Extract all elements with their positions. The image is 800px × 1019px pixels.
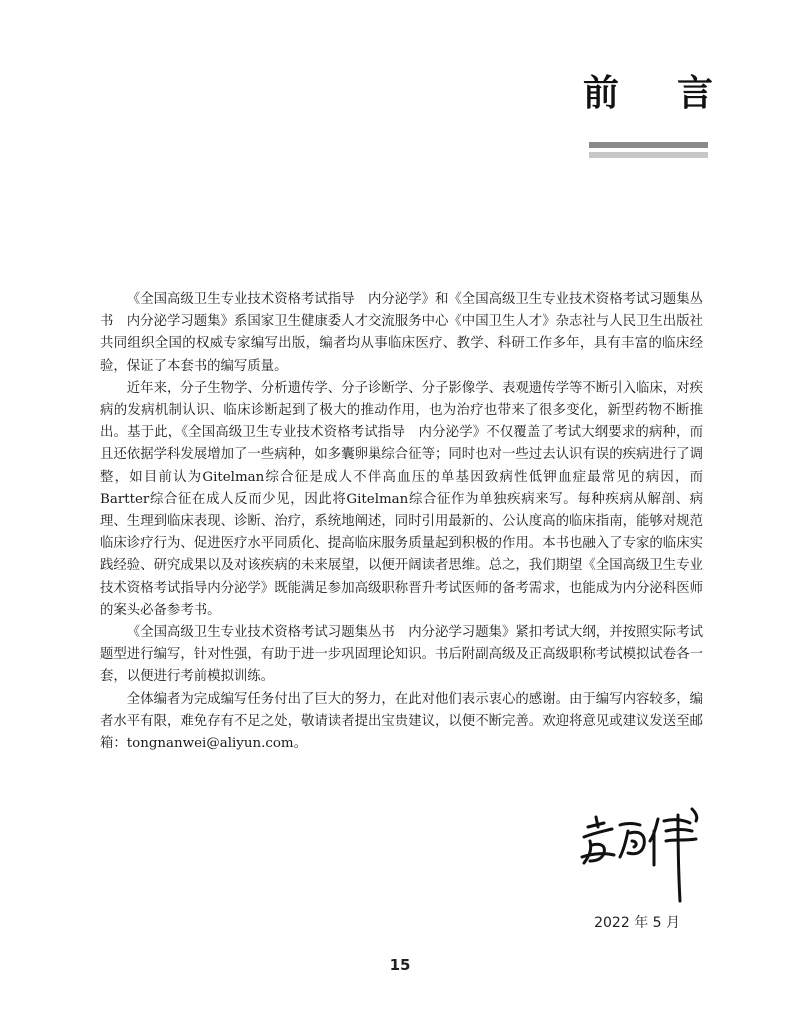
paragraph-4: 全体编者为完成编写任务付出了巨大的努力，在此对他们表示衷心的感谢。由于编写内容较多，编者水平有限，难免存有不足之处，敬请读者提出宝贵建议，以便不断完善。欢迎将意见或建议发送至邮箱：tongnanwei@aliyun.com。 xyxy=(100,691,703,752)
paragraph-1: 《全国高级卫生专业技术资格考试指导 内分泌学》和《全国高级卫生专业技术资格考试习题集丛书 内分泌学习题集》系国家卫生健康委人才交流服务中心《中国卫生人才》杂志社与人民卫生出版社共同组织全国的权威专家编写出版，编者均从事临床医疗、教学、科研工作多年，具有丰富的临床经验，保证了本套书的编写质量。 xyxy=(100,292,703,374)
page-title xyxy=(583,72,713,116)
paragraph-3: 《全国高级卫生专业技术资格考试习题集丛书 内分泌学习题集》紧扣考试大纲，并按照实际考试题型进行编写，针对性强，有助于进一步巩固理论知识。书后附副高级及正高级职称考试模拟试卷各一套，以便进行考前模拟训练。 xyxy=(100,625,703,685)
page-number: 15 xyxy=(389,956,411,974)
title-underline-rule xyxy=(589,142,708,158)
title-rule-light-bar xyxy=(589,152,708,158)
page-title-char-2: 言 xyxy=(676,73,713,114)
date-label: 2022 年 5 月 xyxy=(594,915,680,931)
title-rule-dark-bar xyxy=(589,142,708,148)
page-title-char-1: 前 xyxy=(583,73,620,114)
handwritten-signature xyxy=(574,805,714,905)
preface-body xyxy=(100,289,703,755)
paragraph-2: 近年来，分子生物学、分析遗传学、分子诊断学、分子影像学、表观遗传学等不断引入临床，对疾病的发病机制认识、临床诊断起到了极大的推动作用，也为治疗也带来了很多变化，新型药物不断推出。基于此，《全国高级卫生专业技术资格考试指导 内分泌学》不仅覆盖了考试大纲要求的病种，而且还依据学科发展增加了一些病种，如多囊卵巢综合征等；同时也对一些过去认识有误的疾病进行了调整，如目前认为Gitelman综合征是成人不伴高血压的单基因致病性低钾血症最常见的病因，而Bartter综合征在成人反而少见，因此将Gitelman综合征作为单独疾病来写。每种疾病从解剖、病理、生理到临床表现、诊断、治疗，系统地阐述，同时引用最新的、公认度高的临床指南，能够对规范临床诊疗行为、促进医疗水平同质化、提高临床服务质量起到积极的作用。本书也融入了专家的临床实践经验、研究成果以及对该疾病的未来展望，以便开阔读者思维。总之，我们期望《全国高级卫生专业技术资格考试指导内分泌学》既能满足参加高级职称晋升考试医师的备考需求，也能成为内分泌科医师的案头必备参考书。 xyxy=(100,380,703,618)
